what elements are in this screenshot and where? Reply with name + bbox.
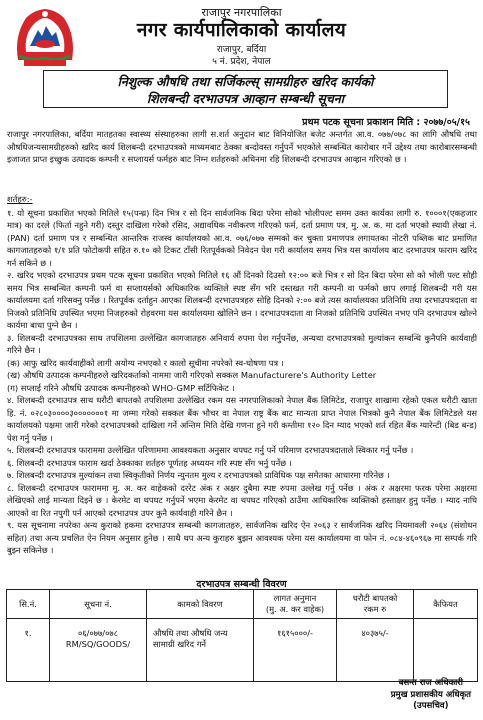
signature-block [391, 678, 471, 713]
cell-work-line-1: औषधि तथा औषधि जन्य [153, 628, 228, 638]
cell-remarks [414, 619, 478, 682]
publication-date: प्रथम पटक सूचना प्रकाशन मिति : २०७७/०५/१५ [302, 117, 470, 128]
table-header-row [7, 590, 478, 619]
municipality-name: राजापुर नगरपालिका [201, 6, 282, 19]
signatory-name: बसन्त राज अधिकारी [398, 678, 463, 688]
cell-work-line-2: सामाग्री खरिद गर्ने [153, 639, 206, 649]
bid-details-table [6, 589, 478, 682]
condition-item: ८. शिलबन्दी दरभाउपत्र फाराममा मु. अ. कर वाहेकको दररेट अंक र अक्षर दुबैमा स्पष्ट रुपमा उल्लेख गर्नु पर्नेछ । अंक र अक्षरमा फरक परेमा अक्षरमा लेखिएको लाई मान्यता दिइने छ । केरमेट वा थपघट गर्नुपर्ने भएमा केरमेट वा थपघट गरिएको ठाउँमा आधिकारिक व्यक्तिको हस्ताक्षर हुनु पर्नेछ । म्याद नाघि आएको वा रित नपुगी पर्न आएको दरभाउपत्र उपर कुनै कार्यवाही गरिने छैन । [7, 482, 477, 518]
cell-sn: १. [7, 619, 50, 682]
address-line-2: ५ नं. प्रदेश, नेपाल [212, 57, 271, 67]
header-sn: सि.नं. [7, 590, 50, 619]
header-cost-line-2: (मु. अ. कर वाहेक) [265, 604, 325, 614]
cell-deposit: ४०३७५/- [337, 619, 414, 682]
condition-subitem: (ख) औषधि उत्पादक कम्पनीहरुले खरिदकर्ताको नाममा जारी गरिएको सक्कल Manufacturere's Authority Letter [7, 370, 377, 380]
header-deposit-line-1: धरौटी बापतको [352, 593, 398, 603]
condition-item: १. यो सूचना प्रकाशित भएको मितिले १५(पन्ध्र) दिन भित्र र सो दिन सार्वजनिक बिदा परेमा सोको भोलीपल्ट समम उक्त कार्यका लागी रु. १०००१(एकहजार मात्र) का दरले (फिर्ता नहुने गरी) दस्तुर दाखिला गरेको रसिद, अद्यावधिक नवीकरण गरिएको फर्म, दर्ता प्रमाण पत्र, मु. अ. क. मा दर्ता भएको स्थायी लेखा नं. (PAN) दर्ता प्रमाण पत्र र सम्बन्धित आन्तरिक राजस्व कार्यालयको आ.व. ०७६/०७७ सम्मको कर चुक्ता प्रमाणपत्र लगायतका नोटरी पब्लिक बाट प्रमाणित कागजातहरुको १/१ प्रति फोटोकपी सहित रु.१० को टिकट टाँसी रितपूर्वकको निवेदन पेश गरी कार्यालय समय भित्र यस कार्यालय बाट दरभाउपत्र फाराम खरिद गर्न सकिने छ । [7, 207, 477, 268]
notice-title-box [43, 70, 448, 108]
intro-paragraph: राजापुर नगरपालिका, बर्दिया मातहतका स्वास्थ्य संस्थाहरुका लागी स.शर्त अनुदान बाट विनियोजित बजेट अन्तर्गत आ.व. ०७७/०७८ का लागि औषधि तथा औषधिजन्यसामग्रीहरुको खरिद कार्य शिलबन्दी दरभाउपत्रको माध्यमबाट ठेक्का बन्दोवस्त गर्नुपर्ने भएकोले सम्बन्धित कारोबार गर्ने उद्देश्य तथा कारोबारसम्बन्धी इजाजत प्राप्त इच्छुक उत्पादक कम्पनी र सप्लायर्स फर्महरु बाट निम्न शर्तहरुको अधिनमा रहि शिलबन्दी दरभाउपत्र आव्हान गरिएको छ । [7, 129, 477, 164]
header-notice-no: सूचना नं. [50, 590, 147, 619]
condition-subitem: (क) आफु खरिद कार्यवाहीको लागी अयोग्य नभएको र कालो सूचीमा नपरेको स्व-घोषणा पत्र । [7, 357, 284, 368]
signatory-role: प्रमुख प्रशासकीय अधिकृत [390, 689, 471, 700]
condition-item: ६. शिलबन्दी दरभाउपत्र फाराम खर्दा ठेक्काका शर्तहरु पूर्णतह अध्ययन गरि स्पष्ट सँग भर्नु पर्नेछ । [7, 457, 292, 468]
cell-notice-no-line-1: ०६/०७७/०७८ [77, 628, 119, 638]
header-deposit [337, 590, 414, 619]
header-cost [254, 590, 337, 619]
condition-item: ४. शिलबन्दी दरभाउपत्र साथ धरौटी बापतको तपशिलमा उल्लेखित रकम यस नगरपालिकाको नेपाल बैंक लिमिटेड, राजापुर शाखामा रहेको एकल धरौटी खाता हि. नं. ०२८०३००००३०००००००१ मा जम्मा गरेको सक्कल बैंक भौचर वा नेपाल राष्ट्र बैंक बाट मान्यता प्राप्त नेपाल भित्रको कुनै नेपाल बैंक लिमिटेडले यस कार्यालयको पक्षमा जारी गरेको दरभाउपत्रको दाखिला गर्ने अन्तिम मिति देखि गणना हुने गरी कम्तीमा १२० दिन म्याद भएको शर्त रहित बैंक ग्यारेन्टी (बिड बन्ड) पेश गर्नु पर्नेछ । [7, 395, 477, 443]
cell-notice-no [50, 619, 147, 682]
cell-notice-no-line-2: RM/SQ/GOODS/ [65, 639, 131, 649]
header-work: कामको विवरण [147, 590, 254, 619]
conditions-heading: शर्तहरु:- [7, 194, 33, 204]
condition-item: ९. यस सूचनामा नपरेका अन्य कुराको हकमा दरभाउपत्र सम्बन्धी कागजातहरु, सार्वजनिक खरिद ऐन २०६३ र सार्वजनिक खरिद नियमावली २०६४ (संशोधन सहित) तथा अन्य प्रचलित ऐन नियम अनुसार हुनेछ । साथै थप अन्य कुराहरु बुझन आवश्यक परेमा यस कार्यालयमा वा फोन नं. ०८४-४६०९६७ मा सम्पर्क गरि बुझ्न सकिनेछ । [7, 520, 477, 555]
header-deposit-line-2: रकम रु [363, 604, 387, 614]
signatory-sub-role: (उपसचिव) [413, 701, 449, 711]
condition-item: ३. शिलबन्दी दरभाउपत्रका साथ तपशिलमा उल्लेखित कागजातहरु अनिवार्य रुपमा पेश गर्नुपर्नेछ, अन्यथा दरभाउपत्रको मुल्यांकन सम्बन्धि कुनैपनि कार्यवाही गरिने छैन । [7, 332, 477, 355]
cell-cost: १६१५०००/- [254, 619, 337, 682]
office-name: नगर कार्यपालिकाको कार्यालय [136, 19, 347, 41]
address-line-1: राजापुर, बर्दिया [216, 45, 267, 55]
condition-item: ५. शिलबन्दी दरभाउपत्र फाराममा उल्लेखित परिणाममा आवश्यकता अनुसार थपघट गर्नु पर्ने परिमाण दरभाउपत्रदाताले स्विकार गर्नु पर्नेछ । [7, 445, 414, 455]
cell-work [147, 619, 254, 682]
table-title: दरभाउपत्र सम्बन्धी विवरण [196, 579, 287, 590]
notice-title-line-1: निशुल्क औषधि तथा सर्जिकल्स् सामग्रीहरु खरिद कार्यको [117, 74, 374, 89]
condition-subitem: (ग) सप्लाई गरिने औषधि उत्पादक कम्पनीहरुको WHO-GMP सर्टिफिकेट । [7, 382, 235, 393]
condition-item: २. खरिद भएको दरभाउपत्र प्रथम पटक सूचना प्रकाशित भएको मितिले १६ औं दिनको दिउसो १२:०० बजे भित्र र सो दिन बिदा परेमा सो को भोली पल्ट सोही समय भित्र सम्बन्धित कम्पनी फर्म वा सप्लायर्सको अधिकारिक व्यक्तिले स्पष्ट सँग भरि दस्तखत गरी कम्पनी वा फर्मको छाप लगाई शिलबन्दी गरी यस कार्यालयमा दर्ता गरिसक्नु पर्नेछ । रितपूर्वक दर्ताहुन आएका शिलबन्दी दरभाउपत्रहरु सोहि दिनको २:०० बजे त्यस कार्यालयका प्रतिनिधि तथा दरभाउपत्रदाता वा निजको प्रतिनिधि उपस्थित भएमा निजहरुको रोहवरमा यस कार्यालयमा खोलिने छन । दरभाउपत्रदाता वा निजको प्रतिनिधि उपस्थित नभए पनि दरभाउपत्र खोल्ने कार्यमा बाधा पुग्ने छैन । [7, 270, 477, 330]
header-remarks: कैफियत [414, 590, 478, 619]
notice-title-line-2: शिलबन्दी दरभाउपत्र आव्हान सम्बन्धी सूचना [147, 91, 344, 106]
header-cost-line-1: लागत अनुमान [273, 593, 317, 603]
conditions-section [7, 193, 477, 557]
condition-item: ७. शिलबन्दी दरभाउपत्र मुल्यांकन तथा स्विकृतीको निर्णय न्युनतम मुल्य र दरभाउपत्रको प्राविधिक पक्ष समेतका आधारमा गरिनेछ । [7, 470, 390, 480]
table-row [7, 619, 478, 682]
